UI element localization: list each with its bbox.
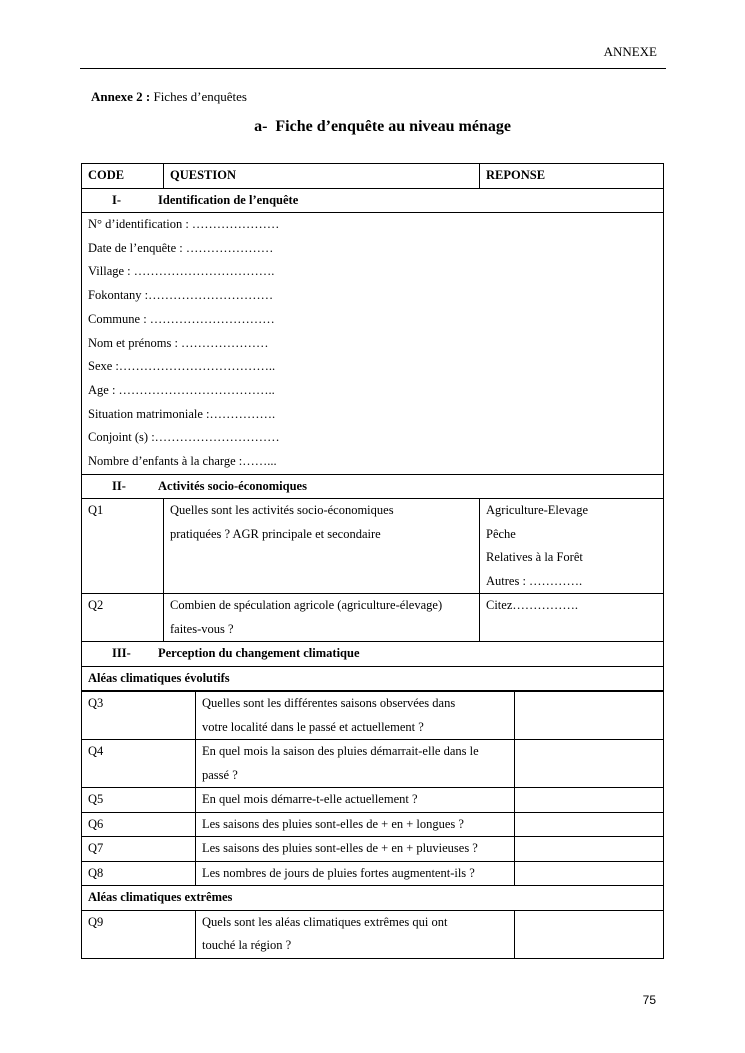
answer-option: Citez……………. xyxy=(486,598,579,613)
section-2-heading xyxy=(82,474,664,499)
section-3-heading xyxy=(82,642,664,667)
section-title: Perception du changement climatique xyxy=(158,646,360,661)
question-text xyxy=(164,594,480,642)
annex-text: Fiches d’enquêtes xyxy=(153,89,247,104)
answer-cell xyxy=(480,594,664,642)
header-code: CODE xyxy=(82,164,164,189)
answer-cell xyxy=(515,812,664,837)
question-text xyxy=(196,910,515,958)
field-line: Fokontany :………………………… xyxy=(88,288,274,303)
field-line: Conjoint (s) :………………………… xyxy=(88,430,280,445)
field-line: Nombre d’enfants à la charge :……... xyxy=(88,454,277,469)
table-row xyxy=(82,861,664,886)
page-number: 75 xyxy=(642,993,656,1007)
section-number: I- xyxy=(112,192,122,207)
question-text xyxy=(196,740,515,788)
section-title: Activités socio-économiques xyxy=(158,478,307,493)
table-row xyxy=(82,692,664,740)
annex-label: Annexe 2 : xyxy=(91,89,151,104)
section-row xyxy=(82,188,664,213)
question-line: Combien de spéculation agricole (agriculture-élevage) xyxy=(170,598,443,613)
section-title: Identification de l’enquête xyxy=(158,192,299,207)
question-code: Q4 xyxy=(82,740,196,788)
question-line: faites-vous ? xyxy=(170,621,234,636)
subsection-row xyxy=(82,666,664,691)
field-line: Age : ……………………………….. xyxy=(88,382,275,397)
header-rule xyxy=(80,68,666,69)
question-text: En quel mois démarre-t-elle actuellement ? xyxy=(196,788,515,813)
question-line: votre localité dans le passé et actuellement ? xyxy=(202,719,424,734)
question-code: Q5 xyxy=(82,788,196,813)
answer-cell xyxy=(515,837,664,862)
table-row xyxy=(82,740,664,788)
subsection-heading: Aléas climatiques évolutifs xyxy=(82,666,664,691)
answer-cell xyxy=(515,861,664,886)
question-line: passé ? xyxy=(202,767,238,782)
answer-option: Agriculture-Elevage xyxy=(486,503,589,518)
subsection-row xyxy=(82,886,664,911)
field-line: Commune : ………………………… xyxy=(88,311,275,326)
field-line: Situation matrimoniale :……………. xyxy=(88,406,276,421)
field-line: N° d’identification : ………………… xyxy=(88,217,280,231)
answer-cell xyxy=(515,740,664,788)
question-code: Q1 xyxy=(82,499,164,594)
question-code: Q6 xyxy=(82,812,196,837)
question-code: Q2 xyxy=(82,594,164,642)
question-line: En quel mois la saison des pluies démarrait-elle dans le xyxy=(202,744,479,758)
answer-cell xyxy=(515,692,664,740)
title-prefix: a- xyxy=(254,118,268,135)
header-reponse: REPONSE xyxy=(480,164,664,189)
question-line: Quels sont les aléas climatiques extrêmes qui ont xyxy=(202,914,448,929)
table-row xyxy=(82,837,664,862)
question-code: Q7 xyxy=(82,837,196,862)
field-line: Date de l’enquête : ………………… xyxy=(88,240,274,255)
question-text: Les saisons des pluies sont-elles de + en + longues ? xyxy=(196,812,515,837)
question-line: Quelles sont les activités socio-économiques xyxy=(170,503,394,518)
question-text xyxy=(196,692,515,740)
answer-cell xyxy=(515,788,664,813)
table-row xyxy=(82,594,664,642)
section-number: II- xyxy=(112,478,126,493)
annex-line xyxy=(91,89,247,105)
survey-table-part2 xyxy=(81,691,664,959)
section-1-heading xyxy=(82,188,664,213)
identification-row xyxy=(82,213,664,475)
section-row xyxy=(82,642,664,667)
field-line: Nom et prénoms : ………………… xyxy=(88,335,269,350)
table-header-row xyxy=(82,164,664,189)
table-row xyxy=(82,812,664,837)
title-text: Fiche d’enquête au niveau ménage xyxy=(275,118,511,135)
survey-table-part1 xyxy=(81,163,664,691)
table-row xyxy=(82,788,664,813)
answer-cell xyxy=(515,910,664,958)
table-row xyxy=(82,499,664,594)
field-line: Sexe :……………………………….. xyxy=(88,359,276,374)
question-code: Q3 xyxy=(82,692,196,740)
question-text: Les nombres de jours de pluies fortes augmentent-ils ? xyxy=(196,861,515,886)
identification-fields xyxy=(82,213,664,475)
question-line: Quelles sont les différentes saisons observées dans xyxy=(202,696,456,710)
question-line: touché la région ? xyxy=(202,938,292,952)
question-code: Q9 xyxy=(82,910,196,958)
subsection-heading: Aléas climatiques extrêmes xyxy=(82,886,664,911)
question-code: Q8 xyxy=(82,861,196,886)
question-text xyxy=(164,499,480,594)
section-row xyxy=(82,474,664,499)
running-header: ANNEXE xyxy=(603,44,657,59)
header-question: QUESTION xyxy=(164,164,480,189)
field-line: Village : ……………………………. xyxy=(88,264,275,279)
answer-option: Relatives à la Forêt xyxy=(486,550,583,565)
answer-option: Autres : …………. xyxy=(486,573,583,588)
table-row xyxy=(82,910,664,958)
answer-option: Pêche xyxy=(486,526,516,541)
answer-cell xyxy=(480,499,664,594)
page-title xyxy=(0,118,745,136)
section-number: III- xyxy=(112,646,131,661)
question-line: pratiquées ? AGR principale et secondaire xyxy=(170,526,381,541)
question-text: Les saisons des pluies sont-elles de + en + pluvieuses ? xyxy=(196,837,515,862)
